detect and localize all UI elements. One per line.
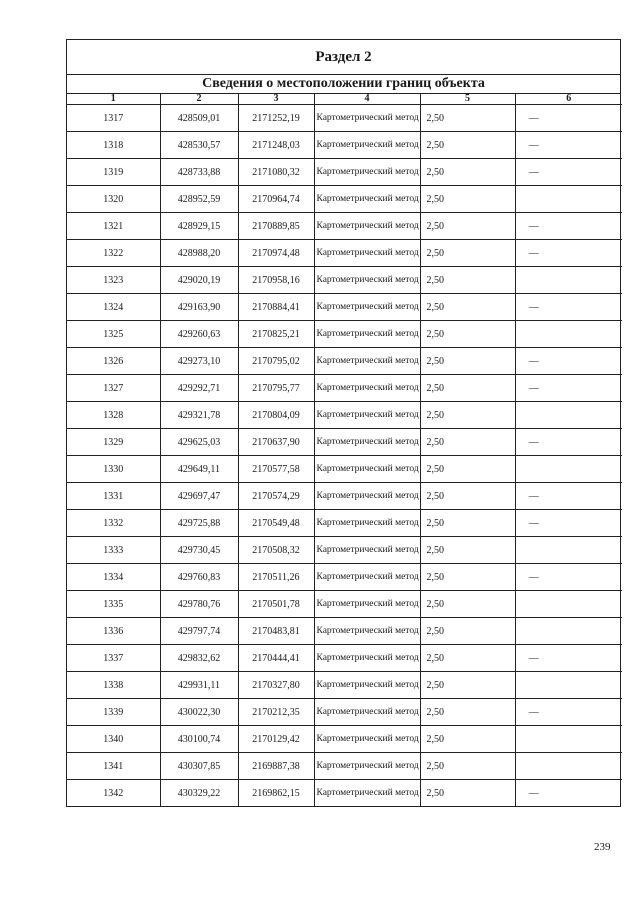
y-coordinate-cell: 2170964,74	[238, 186, 314, 213]
description-cell: —	[515, 105, 622, 132]
x-coordinate-cell: 429832,62	[160, 645, 238, 672]
precision-cell: 2,50	[420, 159, 515, 186]
method-text: Картометрический метод	[316, 247, 419, 258]
method-text: Картометрический метод	[316, 787, 419, 798]
method-text: Картометрический метод	[316, 355, 419, 366]
method-cell	[314, 240, 420, 267]
point-number-cell: 1328	[67, 402, 160, 429]
table-row	[67, 456, 622, 483]
precision-cell: 2,50	[420, 564, 515, 591]
table-row	[67, 753, 622, 780]
x-coordinate-cell: 430100,74	[160, 726, 238, 753]
x-coordinate-cell: 429321,78	[160, 402, 238, 429]
point-number-cell: 1325	[67, 321, 160, 348]
method-cell	[314, 618, 420, 645]
y-coordinate-cell: 2170577,58	[238, 456, 314, 483]
description-cell	[515, 753, 622, 780]
method-cell	[314, 294, 420, 321]
x-coordinate-cell: 429931,11	[160, 672, 238, 699]
precision-cell: 2,50	[420, 591, 515, 618]
column-header: 3	[238, 94, 314, 105]
method-text: Картометрический метод	[316, 598, 419, 609]
description-cell: —	[515, 483, 622, 510]
method-cell	[314, 672, 420, 699]
x-coordinate-cell: 428733,88	[160, 159, 238, 186]
precision-cell: 2,50	[420, 186, 515, 213]
table-row	[67, 726, 622, 753]
description-cell: —	[515, 780, 622, 807]
method-cell	[314, 348, 420, 375]
description-cell: —	[515, 510, 622, 537]
description-cell: —	[515, 429, 622, 456]
y-coordinate-cell: 2170444,41	[238, 645, 314, 672]
table-row	[67, 105, 622, 132]
method-cell	[314, 267, 420, 294]
precision-cell: 2,50	[420, 537, 515, 564]
method-cell	[314, 186, 420, 213]
point-number-cell: 1319	[67, 159, 160, 186]
table-row	[67, 672, 622, 699]
precision-cell: 2,50	[420, 132, 515, 159]
point-number-cell: 1331	[67, 483, 160, 510]
table-row	[67, 132, 622, 159]
method-cell	[314, 645, 420, 672]
y-coordinate-cell: 2170212,35	[238, 699, 314, 726]
method-text: Картометрический метод	[316, 490, 419, 501]
y-coordinate-cell: 2171248,03	[238, 132, 314, 159]
x-coordinate-cell: 428988,20	[160, 240, 238, 267]
y-coordinate-cell: 2170637,90	[238, 429, 314, 456]
method-cell	[314, 456, 420, 483]
point-number-cell: 1332	[67, 510, 160, 537]
point-number-cell: 1333	[67, 537, 160, 564]
description-cell: —	[515, 240, 622, 267]
x-coordinate-cell: 430329,22	[160, 780, 238, 807]
table-row	[67, 537, 622, 564]
y-coordinate-cell: 2169887,38	[238, 753, 314, 780]
table-row	[67, 186, 622, 213]
method-cell	[314, 483, 420, 510]
page-number: 239	[594, 841, 611, 853]
precision-cell: 2,50	[420, 375, 515, 402]
point-number-cell: 1329	[67, 429, 160, 456]
y-coordinate-cell: 2170795,77	[238, 375, 314, 402]
column-header: 1	[67, 94, 160, 105]
description-cell: —	[515, 132, 622, 159]
method-cell	[314, 780, 420, 807]
table-row	[67, 591, 622, 618]
table-row	[67, 240, 622, 267]
table-row	[67, 348, 622, 375]
precision-cell: 2,50	[420, 618, 515, 645]
description-cell: —	[515, 564, 622, 591]
y-coordinate-cell: 2170501,78	[238, 591, 314, 618]
table-caption: Сведения о местоположении границ объекта	[67, 75, 620, 94]
method-cell	[314, 402, 420, 429]
description-cell: —	[515, 375, 622, 402]
precision-cell: 2,50	[420, 321, 515, 348]
method-text: Картометрический метод	[316, 274, 419, 285]
x-coordinate-cell: 429760,83	[160, 564, 238, 591]
method-text: Картометрический метод	[316, 382, 419, 393]
y-coordinate-cell: 2170549,48	[238, 510, 314, 537]
point-number-cell: 1336	[67, 618, 160, 645]
point-number-cell: 1341	[67, 753, 160, 780]
method-text: Картометрический метод	[316, 517, 419, 528]
description-cell: —	[515, 348, 622, 375]
precision-cell: 2,50	[420, 267, 515, 294]
point-number-cell: 1340	[67, 726, 160, 753]
y-coordinate-cell: 2170483,81	[238, 618, 314, 645]
column-header: 2	[160, 94, 238, 105]
x-coordinate-cell: 429780,76	[160, 591, 238, 618]
precision-cell: 2,50	[420, 645, 515, 672]
method-text: Картометрический метод	[316, 193, 419, 204]
point-number-cell: 1324	[67, 294, 160, 321]
method-cell	[314, 753, 420, 780]
method-text: Картометрический метод	[316, 409, 419, 420]
y-coordinate-cell: 2171252,19	[238, 105, 314, 132]
method-text: Картометрический метод	[316, 463, 419, 474]
table-row	[67, 213, 622, 240]
x-coordinate-cell: 429649,11	[160, 456, 238, 483]
table-row	[67, 267, 622, 294]
description-cell	[515, 726, 622, 753]
point-number-cell: 1334	[67, 564, 160, 591]
method-text: Картометрический метод	[316, 706, 419, 717]
y-coordinate-cell: 2170804,09	[238, 402, 314, 429]
column-header: 5	[420, 94, 515, 105]
description-cell	[515, 537, 622, 564]
precision-cell: 2,50	[420, 402, 515, 429]
point-number-cell: 1342	[67, 780, 160, 807]
x-coordinate-cell: 428530,57	[160, 132, 238, 159]
method-text: Картометрический метод	[316, 301, 419, 312]
x-coordinate-cell: 429697,47	[160, 483, 238, 510]
table-row	[67, 564, 622, 591]
point-number-cell: 1337	[67, 645, 160, 672]
column-header: 6	[515, 94, 622, 105]
y-coordinate-cell: 2170825,21	[238, 321, 314, 348]
description-cell	[515, 186, 622, 213]
x-coordinate-cell: 429730,45	[160, 537, 238, 564]
precision-cell: 2,50	[420, 753, 515, 780]
x-coordinate-cell: 429020,19	[160, 267, 238, 294]
precision-cell: 2,50	[420, 429, 515, 456]
method-text: Картометрический метод	[316, 139, 419, 150]
method-cell	[314, 213, 420, 240]
table-row	[67, 645, 622, 672]
y-coordinate-cell: 2170511,26	[238, 564, 314, 591]
table-row	[67, 483, 622, 510]
y-coordinate-cell: 2170508,32	[238, 537, 314, 564]
method-cell	[314, 321, 420, 348]
description-cell	[515, 321, 622, 348]
method-cell	[314, 105, 420, 132]
x-coordinate-cell: 429163,90	[160, 294, 238, 321]
x-coordinate-cell: 429273,10	[160, 348, 238, 375]
point-number-cell: 1318	[67, 132, 160, 159]
x-coordinate-cell: 429797,74	[160, 618, 238, 645]
table-row	[67, 375, 622, 402]
coordinates-table	[67, 94, 622, 806]
table-row	[67, 780, 622, 807]
method-text: Картометрический метод	[316, 571, 419, 582]
description-cell	[515, 591, 622, 618]
method-text: Картометрический метод	[316, 733, 419, 744]
table-row	[67, 510, 622, 537]
precision-cell: 2,50	[420, 213, 515, 240]
method-text: Картометрический метод	[316, 220, 419, 231]
table-header	[67, 94, 622, 105]
method-cell	[314, 726, 420, 753]
boundary-section	[66, 39, 621, 807]
y-coordinate-cell: 2170884,41	[238, 294, 314, 321]
x-coordinate-cell: 429292,71	[160, 375, 238, 402]
method-text: Картометрический метод	[316, 679, 419, 690]
x-coordinate-cell: 429625,03	[160, 429, 238, 456]
description-cell	[515, 618, 622, 645]
method-cell	[314, 159, 420, 186]
table-row	[67, 699, 622, 726]
precision-cell: 2,50	[420, 510, 515, 537]
method-text: Картометрический метод	[316, 625, 419, 636]
y-coordinate-cell: 2170974,48	[238, 240, 314, 267]
point-number-cell: 1335	[67, 591, 160, 618]
table-row	[67, 429, 622, 456]
table-row	[67, 159, 622, 186]
point-number-cell: 1320	[67, 186, 160, 213]
point-number-cell: 1326	[67, 348, 160, 375]
method-cell	[314, 375, 420, 402]
precision-cell: 2,50	[420, 105, 515, 132]
y-coordinate-cell: 2171080,32	[238, 159, 314, 186]
y-coordinate-cell: 2170574,29	[238, 483, 314, 510]
precision-cell: 2,50	[420, 780, 515, 807]
method-cell	[314, 564, 420, 591]
y-coordinate-cell: 2170327,80	[238, 672, 314, 699]
table-body	[67, 105, 622, 807]
y-coordinate-cell: 2170129,42	[238, 726, 314, 753]
table-row	[67, 618, 622, 645]
description-cell	[515, 456, 622, 483]
precision-cell: 2,50	[420, 240, 515, 267]
description-cell: —	[515, 294, 622, 321]
point-number-cell: 1322	[67, 240, 160, 267]
method-text: Картометрический метод	[316, 760, 419, 771]
method-text: Картометрический метод	[316, 652, 419, 663]
precision-cell: 2,50	[420, 699, 515, 726]
x-coordinate-cell: 428952,59	[160, 186, 238, 213]
method-cell	[314, 591, 420, 618]
description-cell: —	[515, 645, 622, 672]
precision-cell: 2,50	[420, 294, 515, 321]
method-text: Картометрический метод	[316, 112, 419, 123]
precision-cell: 2,50	[420, 726, 515, 753]
description-cell	[515, 402, 622, 429]
method-text: Картометрический метод	[316, 328, 419, 339]
header-row	[67, 94, 622, 105]
description-cell	[515, 672, 622, 699]
x-coordinate-cell: 429725,88	[160, 510, 238, 537]
x-coordinate-cell: 430307,85	[160, 753, 238, 780]
method-text: Картометрический метод	[316, 544, 419, 555]
x-coordinate-cell: 428929,15	[160, 213, 238, 240]
description-cell: —	[515, 159, 622, 186]
column-header: 4	[314, 94, 420, 105]
point-number-cell: 1323	[67, 267, 160, 294]
point-number-cell: 1321	[67, 213, 160, 240]
point-number-cell: 1317	[67, 105, 160, 132]
x-coordinate-cell: 428509,01	[160, 105, 238, 132]
point-number-cell: 1339	[67, 699, 160, 726]
method-cell	[314, 537, 420, 564]
precision-cell: 2,50	[420, 672, 515, 699]
point-number-cell: 1330	[67, 456, 160, 483]
method-text: Картометрический метод	[316, 166, 419, 177]
description-cell: —	[515, 699, 622, 726]
y-coordinate-cell: 2170958,16	[238, 267, 314, 294]
section-title: Раздел 2	[67, 40, 620, 75]
description-cell: —	[515, 213, 622, 240]
point-number-cell: 1327	[67, 375, 160, 402]
table-row	[67, 321, 622, 348]
precision-cell: 2,50	[420, 456, 515, 483]
table-row	[67, 294, 622, 321]
y-coordinate-cell: 2170889,85	[238, 213, 314, 240]
method-cell	[314, 510, 420, 537]
x-coordinate-cell: 430022,30	[160, 699, 238, 726]
method-cell	[314, 132, 420, 159]
method-text: Картометрический метод	[316, 436, 419, 447]
precision-cell: 2,50	[420, 348, 515, 375]
table-row	[67, 402, 622, 429]
description-cell	[515, 267, 622, 294]
method-cell	[314, 699, 420, 726]
y-coordinate-cell: 2169862,15	[238, 780, 314, 807]
x-coordinate-cell: 429260,63	[160, 321, 238, 348]
y-coordinate-cell: 2170795,02	[238, 348, 314, 375]
point-number-cell: 1338	[67, 672, 160, 699]
method-cell	[314, 429, 420, 456]
precision-cell: 2,50	[420, 483, 515, 510]
